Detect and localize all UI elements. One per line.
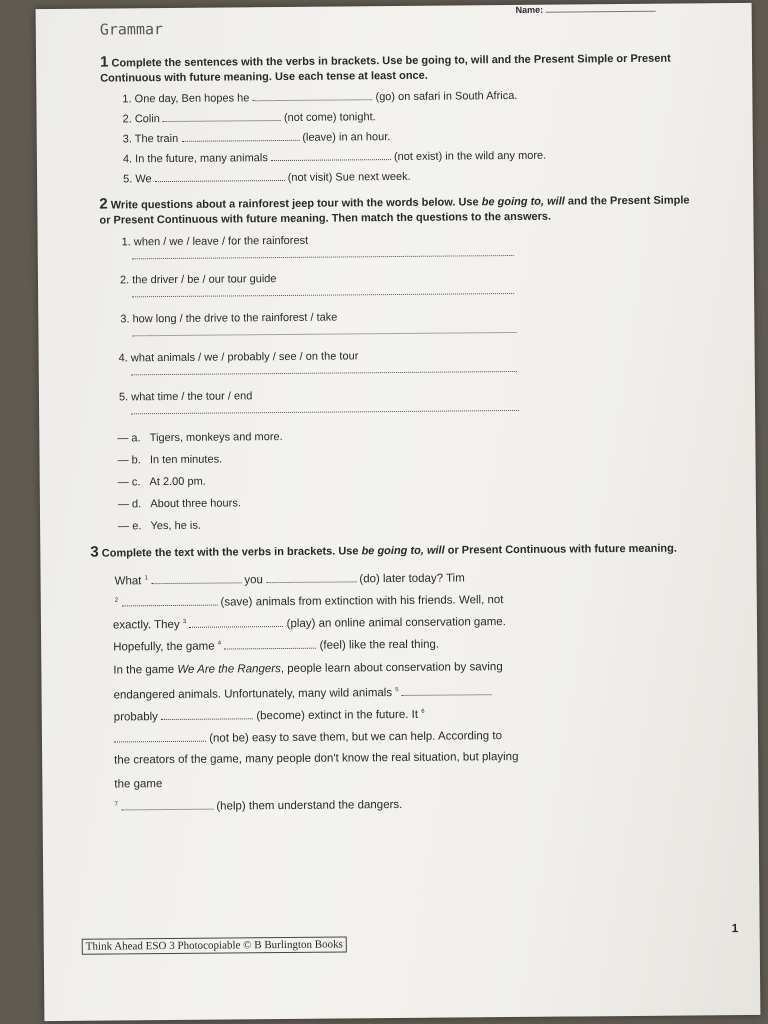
ex3-text: you bbox=[244, 574, 263, 587]
ex2-answer-a: — a. Tigers, monkeys and more. bbox=[117, 431, 283, 445]
ex2-answer-b: — b. In ten minutes. bbox=[117, 453, 223, 467]
ex3-text: (become) extinct in the future. It bbox=[256, 708, 419, 723]
answer-text: Yes, he is. bbox=[150, 519, 201, 533]
ex1-item-3-text: 3. The train bbox=[122, 132, 179, 146]
ex3-text: (help) them understand the dangers. bbox=[216, 798, 403, 813]
answer-text: Tigers, monkeys and more. bbox=[149, 431, 283, 445]
gap-number: 6 bbox=[421, 708, 425, 715]
answer-blank[interactable] bbox=[224, 639, 316, 650]
answer-blank[interactable] bbox=[155, 171, 285, 182]
answer-letter: d. bbox=[131, 498, 142, 511]
ex3-line-4 bbox=[113, 638, 439, 654]
ex3-line-1 bbox=[115, 571, 465, 587]
footer-credit: Think Ahead ESO 3 Photocopiable © B Burlington Books bbox=[82, 936, 347, 954]
answer-blank[interactable] bbox=[151, 573, 241, 584]
name-label: Name: bbox=[515, 4, 544, 15]
ex3-line-5 bbox=[113, 661, 502, 676]
ex1-number: 1 bbox=[99, 53, 109, 71]
ex3-text: exactly. They bbox=[112, 618, 180, 632]
name-scribble bbox=[546, 5, 656, 13]
ex2-instruction-text-c: and the Present Simple or Present Continuous with future meaning. Then match the questions to the answers. bbox=[99, 194, 690, 227]
ex2-answer-line-2[interactable] bbox=[132, 293, 514, 297]
ex3-line-10: the game bbox=[114, 778, 163, 791]
answer-letter: c. bbox=[131, 476, 141, 489]
ex1-item-4-verb: (not exist) in the wild any more. bbox=[393, 149, 547, 164]
ex3-text: What bbox=[114, 575, 142, 588]
ex1-item-1 bbox=[122, 89, 517, 105]
ex2-prompt-5: 5. what time / the tour / end bbox=[118, 390, 253, 404]
ex2-prompt-1: 1. when / we / leave / for the rainforest bbox=[121, 234, 309, 249]
answer-blank[interactable] bbox=[252, 90, 372, 101]
ex2-answer-d: — d. About three hours. bbox=[117, 497, 241, 511]
ex2-instruction-text-b: be going to, will bbox=[481, 195, 565, 209]
ex2-prompt-2: 2. the driver / be / our tour guide bbox=[119, 273, 277, 287]
ex3-line-6 bbox=[114, 685, 492, 701]
ex1-item-5-text: 5. We bbox=[123, 173, 152, 186]
gap-number: 3 bbox=[182, 619, 187, 626]
ex1-item-5 bbox=[123, 170, 411, 186]
answer-blank[interactable] bbox=[402, 685, 492, 696]
ex1-item-2-verb: (not come) tonight. bbox=[283, 111, 376, 124]
gap-number: 5 bbox=[395, 687, 399, 694]
ex3-line-11 bbox=[115, 798, 403, 814]
ex1-item-2-text: 2. Colin bbox=[122, 113, 160, 126]
ex1-item-5-verb: (not visit) Sue next week. bbox=[287, 170, 411, 184]
name-field bbox=[516, 4, 656, 15]
ex3-text: (save) animals from extinction with his friends. Well, not bbox=[220, 594, 504, 609]
ex2-answer-line-1[interactable] bbox=[132, 255, 514, 259]
gap-number: 4 bbox=[217, 640, 222, 647]
answer-blank[interactable] bbox=[114, 732, 206, 743]
ex1-item-3-verb: (leave) in an hour. bbox=[302, 131, 391, 144]
ex3-instruction-text-b: be going to, will bbox=[361, 544, 445, 558]
page-number: 1 bbox=[731, 921, 739, 936]
ex1-instruction bbox=[100, 49, 700, 86]
ex3-line-3 bbox=[113, 615, 506, 631]
answer-blank[interactable] bbox=[181, 131, 299, 142]
ex3-text: In the game bbox=[113, 663, 178, 677]
ex1-item-2 bbox=[123, 110, 376, 125]
ex3-number: 3 bbox=[90, 543, 99, 561]
answer-blank[interactable] bbox=[189, 617, 283, 628]
ex3-instruction bbox=[90, 539, 710, 561]
ex3-text: endangered animals. Unfortunately, many wild animals bbox=[113, 687, 393, 702]
ex3-text: (not be) easy to save them, but we can help. According to bbox=[209, 730, 502, 745]
ex2-instruction-text-a: Write questions about a rainforest jeep tour with the words below. Use bbox=[110, 196, 482, 212]
answer-blank[interactable] bbox=[163, 111, 281, 122]
answer-text: At 2.00 pm. bbox=[149, 475, 206, 489]
answer-blank[interactable] bbox=[271, 150, 391, 161]
ex1-item-1-verb: (go) on safari in South Africa. bbox=[375, 89, 518, 104]
answer-blank[interactable] bbox=[121, 800, 213, 811]
ex3-text: Hopefully, the game bbox=[113, 640, 215, 654]
ex1-item-4 bbox=[123, 149, 546, 166]
answer-text: About three hours. bbox=[150, 497, 241, 511]
answer-letter: b. bbox=[131, 454, 141, 467]
ex3-line-9: the creators of the game, many people don't know the real situation, but playing bbox=[114, 750, 519, 767]
ex3-text: (do) later today? Tim bbox=[359, 572, 465, 586]
ex3-line-8 bbox=[114, 729, 502, 745]
ex2-answer-line-4[interactable] bbox=[131, 371, 517, 375]
page-title: Grammar bbox=[99, 20, 164, 39]
ex3-line-2 bbox=[115, 593, 504, 609]
worksheet-page bbox=[36, 3, 761, 1021]
answer-letter: e. bbox=[132, 520, 142, 533]
answer-blank[interactable] bbox=[161, 709, 253, 720]
ex2-number: 2 bbox=[99, 195, 108, 213]
ex2-prompt-4: 4. what animals / we / probably / see / on the tour bbox=[118, 350, 359, 365]
ex3-text: (play) an online animal conservation game. bbox=[286, 616, 506, 630]
ex3-text: , people learn about conservation by saving bbox=[280, 661, 503, 676]
gap-number: 2 bbox=[114, 597, 119, 604]
ex2-answer-line-5[interactable] bbox=[131, 410, 519, 414]
ex2-instruction bbox=[99, 191, 699, 228]
ex2-answer-line-3[interactable] bbox=[132, 332, 516, 336]
answer-text: In ten minutes. bbox=[149, 453, 223, 467]
ex2-answer-e: — e. Yes, he is. bbox=[118, 519, 201, 533]
answer-letter: a. bbox=[131, 432, 141, 445]
ex1-item-1-text: 1. One day, Ben hopes he bbox=[122, 92, 250, 106]
answer-blank[interactable] bbox=[121, 596, 217, 607]
ex2-answer-c: — c. At 2.00 pm. bbox=[117, 475, 206, 489]
gap-number: 7 bbox=[114, 801, 118, 808]
ex1-item-4-text: 4. In the future, many animals bbox=[122, 152, 268, 166]
answer-blank[interactable] bbox=[266, 572, 356, 583]
gap-number: 1 bbox=[144, 575, 148, 582]
ex3-text: probably bbox=[113, 711, 158, 724]
ex3-instruction-text-c: or Present Continuous with future meaning. bbox=[444, 542, 677, 557]
ex1-instruction-text: Complete the sentences with the verbs in brackets. Use be going to, will and the Present Simple or Present Continuous with future meaning. Use each tense at least once. bbox=[100, 52, 671, 85]
ex1-item-3 bbox=[123, 130, 391, 145]
ex3-text: (feel) like the real thing. bbox=[319, 638, 440, 652]
ex2-prompt-3: 3. how long / the drive to the rainforest / take bbox=[120, 311, 338, 326]
ex3-line-7 bbox=[114, 708, 425, 724]
game-title: We Are the Rangers bbox=[177, 663, 281, 676]
ex3-instruction-text-a: Complete the text with the verbs in brackets. Use bbox=[101, 545, 362, 560]
